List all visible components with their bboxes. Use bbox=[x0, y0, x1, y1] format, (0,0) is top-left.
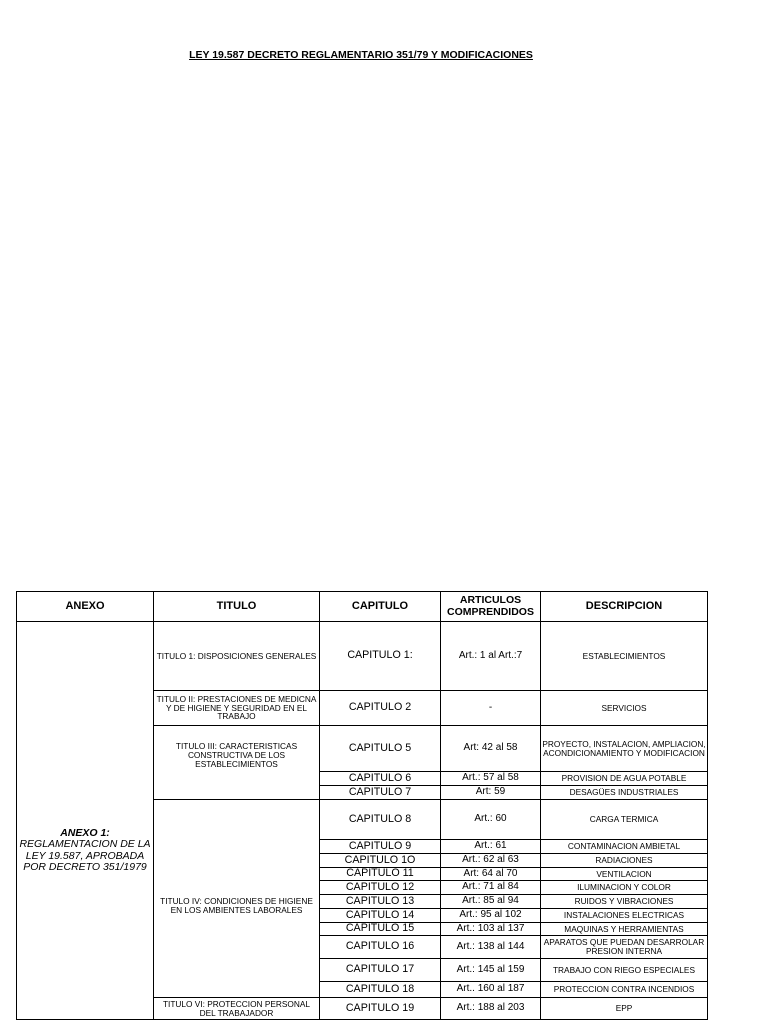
header-descripcion: DESCRIPCION bbox=[541, 592, 708, 622]
articulos-cell: Art.: 60 bbox=[441, 800, 541, 840]
ley-table bbox=[16, 591, 708, 1020]
anexo-label: ANEXO 1: bbox=[60, 826, 110, 839]
capitulo-cell: CAPITULO 18 bbox=[320, 982, 441, 998]
header-anexo: ANEXO bbox=[17, 592, 154, 622]
descripcion-cell: ILUMINACION Y COLOR bbox=[541, 881, 708, 895]
header-articulos bbox=[441, 592, 541, 622]
capitulo-cell: CAPITULO 15 bbox=[320, 923, 441, 936]
capitulo-cell: CAPITULO 8 bbox=[320, 800, 441, 840]
descripcion-cell: PROYECTO, INSTALACION, AMPLIACION, ACONDICIONAMIENTO Y MODIFICACION bbox=[541, 726, 708, 772]
articulos-cell: Art.: 95 al 102 bbox=[441, 909, 541, 923]
capitulo-cell: CAPITULO 17 bbox=[320, 959, 441, 982]
articulos-cell: Art: 42 al 58 bbox=[441, 726, 541, 772]
descripcion-cell: EPP bbox=[541, 998, 708, 1020]
capitulo-cell: CAPITULO 1: bbox=[320, 622, 441, 691]
articulos-cell: Art.: 57 al 58 bbox=[441, 772, 541, 786]
header-capitulo: CAPITULO bbox=[320, 592, 441, 622]
articulos-cell: Art.: 71 al 84 bbox=[441, 881, 541, 895]
descripcion-cell: DESAGÜES INDUSTRIALES bbox=[541, 786, 708, 800]
capitulo-cell: CAPITULO 2 bbox=[320, 691, 441, 726]
articulos-cell: - bbox=[441, 691, 541, 726]
descripcion-cell: INSTALACIONES ELECTRICAS bbox=[541, 909, 708, 923]
header-articulos-line2: COMPRENDIDOS bbox=[447, 605, 534, 618]
titulo-4: TITULO IV: CONDICIONES DE HIGIENE EN LOS AMBIENTES LABORALES bbox=[154, 800, 320, 998]
articulos-cell: Art.: 1 al Art.:7 bbox=[441, 622, 541, 691]
anexo-text: REGLAMENTACION DE LA LEY 19.587, APROBADA POR DECRETO 351/1979 bbox=[19, 838, 151, 873]
descripcion-cell: TRABAJO CON RIEGO ESPECIALES bbox=[541, 959, 708, 982]
articulos-cell: Art: 59 bbox=[441, 786, 541, 800]
articulos-cell: Art: 64 al 70 bbox=[441, 868, 541, 881]
capitulo-cell: CAPITULO 16 bbox=[320, 936, 441, 959]
descripcion-cell: RADIACIONES bbox=[541, 854, 708, 868]
capitulo-cell: CAPITULO 1O bbox=[320, 854, 441, 868]
titulo-1: TITULO 1: DISPOSICIONES GENERALES bbox=[154, 622, 320, 691]
capitulo-cell: CAPITULO 7 bbox=[320, 786, 441, 800]
capitulo-cell: CAPITULO 19 bbox=[320, 998, 441, 1020]
articulos-cell: Art.: 145 al 159 bbox=[441, 959, 541, 982]
capitulo-cell: CAPITULO 11 bbox=[320, 868, 441, 881]
titulo-2: TITULO II: PRESTACIONES DE MEDICNA Y DE HIGIENE Y SEGURIDAD EN EL TRABAJO bbox=[154, 691, 320, 726]
page-title: LEY 19.587 DECRETO REGLAMENTARIO 351/79 Y MODIFICACIONES bbox=[189, 49, 533, 61]
titulo-6: TITULO VI: PROTECCION PERSONAL DEL TRABAJADOR bbox=[154, 998, 320, 1020]
capitulo-cell: CAPITULO 14 bbox=[320, 909, 441, 923]
descripcion-cell: PROVISION DE AGUA POTABLE bbox=[541, 772, 708, 786]
descripcion-cell: SERVICIOS bbox=[541, 691, 708, 726]
table-header-row bbox=[17, 592, 708, 622]
capitulo-cell: CAPITULO 9 bbox=[320, 840, 441, 854]
table-row bbox=[17, 622, 708, 691]
descripcion-cell: APARATOS QUE PUEDAN DESARROLAR PRESION INTERNA bbox=[541, 936, 708, 959]
descripcion-cell: PROTECCION CONTRA INCENDIOS bbox=[541, 982, 708, 998]
anexo-cell bbox=[17, 622, 154, 1020]
descripcion-cell: ESTABLECIMIENTOS bbox=[541, 622, 708, 691]
descripcion-cell: RUIDOS Y VIBRACIONES bbox=[541, 895, 708, 909]
capitulo-cell: CAPITULO 13 bbox=[320, 895, 441, 909]
capitulo-cell: CAPITULO 5 bbox=[320, 726, 441, 772]
descripcion-cell: MAQUINAS Y HERRAMIENTAS bbox=[541, 923, 708, 936]
articulos-cell: Art.: 61 bbox=[441, 840, 541, 854]
header-articulos-line1: ARTICULOS bbox=[459, 594, 522, 607]
descripcion-cell: CARGA TERMICA bbox=[541, 800, 708, 840]
descripcion-cell: CONTAMINACION AMBIETAL bbox=[541, 840, 708, 854]
articulos-cell: Art.: 62 al 63 bbox=[441, 854, 541, 868]
descripcion-cell: VENTILACION bbox=[541, 868, 708, 881]
articulos-cell: Art.: 188 al 203 bbox=[441, 998, 541, 1020]
articulos-cell: Art.: 138 al 144 bbox=[441, 936, 541, 959]
articulos-cell: Art.: 85 al 94 bbox=[441, 895, 541, 909]
articulos-cell: Art.. 160 al 187 bbox=[441, 982, 541, 998]
capitulo-cell: CAPITULO 6 bbox=[320, 772, 441, 786]
header-titulo: TITULO bbox=[154, 592, 320, 622]
articulos-cell: Art.: 103 al 137 bbox=[441, 923, 541, 936]
titulo-3: TITULO III: CARACTERISTICAS CONSTRUCTIVA DE LOS ESTABLECIMIENTOS bbox=[154, 726, 320, 800]
capitulo-cell: CAPITULO 12 bbox=[320, 881, 441, 895]
